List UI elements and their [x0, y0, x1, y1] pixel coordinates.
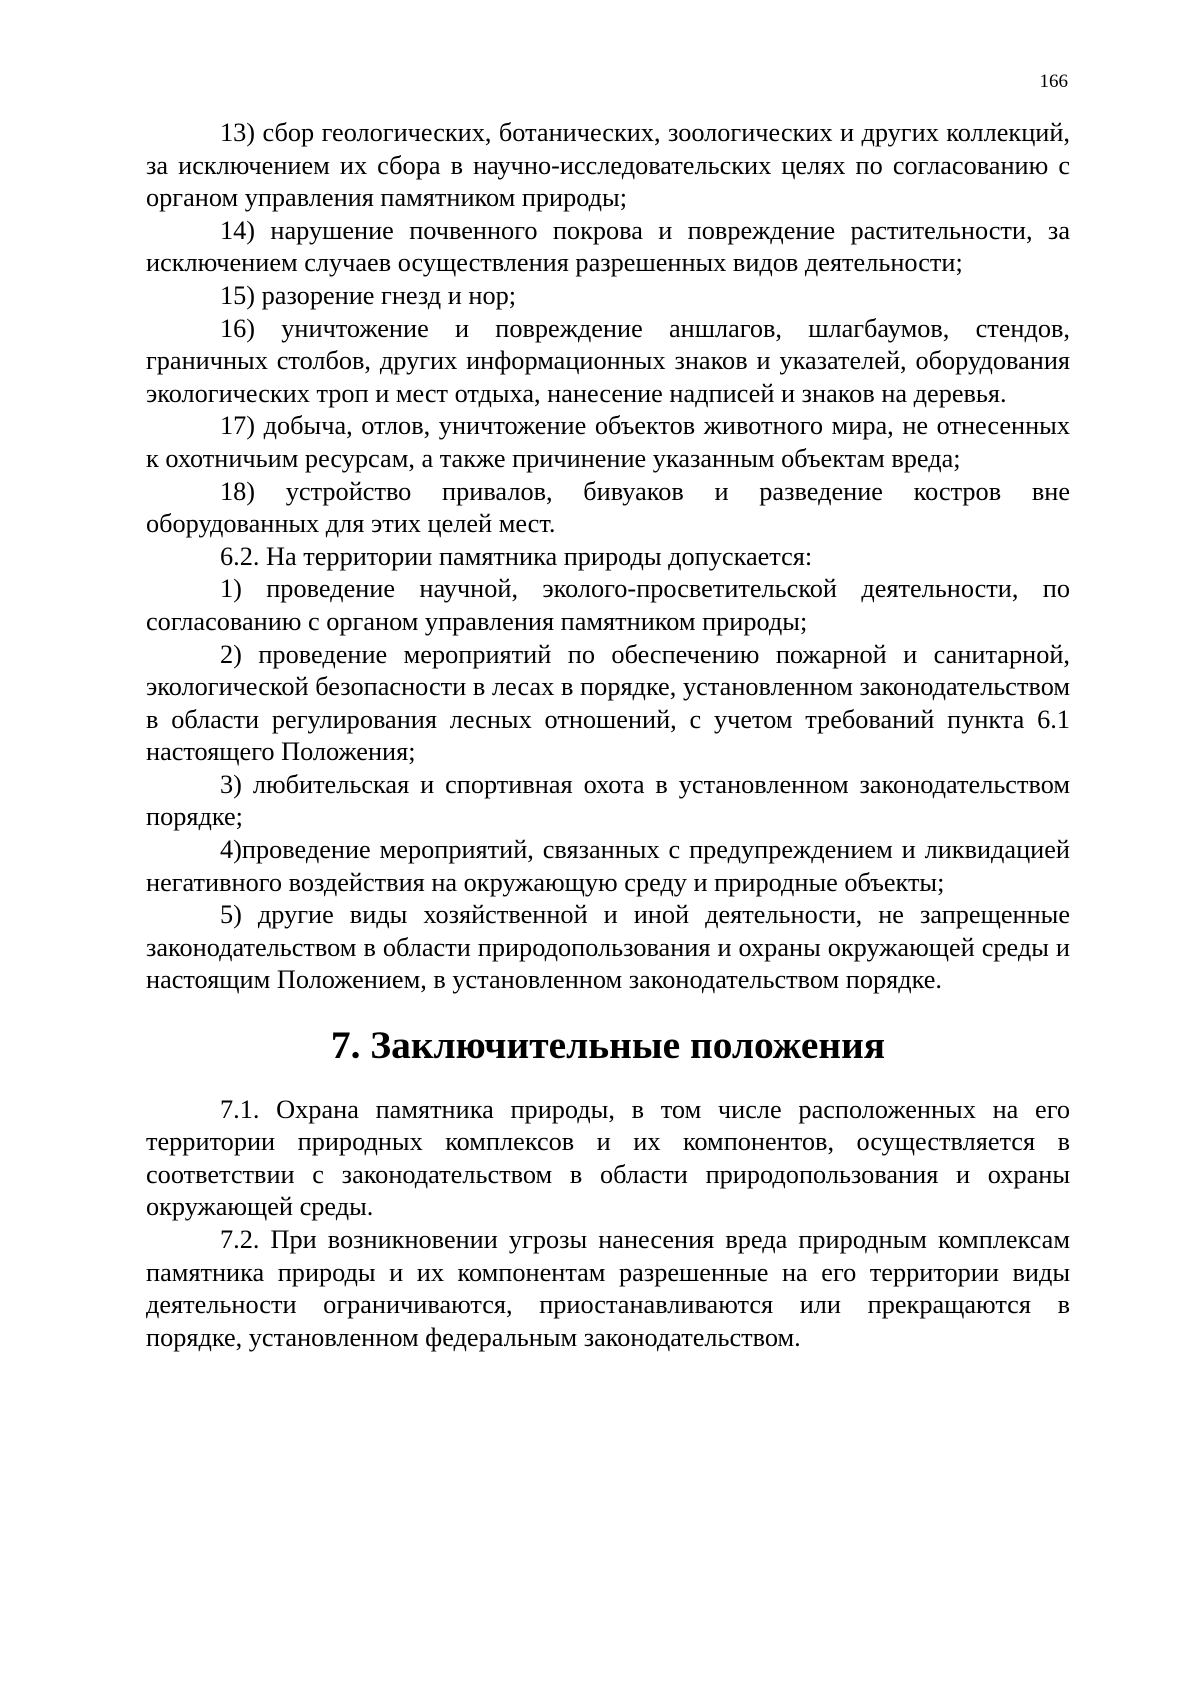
paragraph-allowed-3: 3) любительская и спортивная охота в установленном законодательством порядке; [146, 769, 1070, 832]
paragraph-item-16: 16) уничтожение и повреждение аншлагов, шлагбаумов, стендов, граничных столбов, других информационных знаков и указателей, оборудования экологических троп и мест отдыха, нанесение надписей и знаков на деревья. [146, 313, 1070, 408]
page-number: 166 [1039, 71, 1068, 92]
paragraph-clause-6-2: 6.2. На территории памятника природы допускается: [220, 541, 813, 571]
paragraph-item-18: 18) устройство привалов, бивуаков и разведение костров вне оборудованных для этих целей мест. [146, 476, 1070, 539]
paragraph-allowed-2: 2) проведение мероприятий по обеспечению пожарной и санитарной, экологической безопасности в лесах в порядке, установленном законодательством в области регулирования лесных отношений, с учетом требований пункта 6.1 настоящего Положения; [146, 639, 1070, 767]
paragraph-clause-7-1: 7.1. Охрана памятника природы, в том числе расположенных на его территории природных комплексов и их компонентов, осуществляется в соответствии с законодательством в области природопользования и охраны окружающей среды. [146, 1094, 1070, 1222]
paragraph-allowed-5: 5) другие виды хозяйственной и иной деятельности, не запрещенные законодательством в области природопользования и охраны окружающей среды и настоящим Положением, в установленном законодательством порядке. [146, 900, 1070, 995]
paragraph-item-14: 14) нарушение почвенного покрова и повреждение растительности, за исключением случаев осуществления разрешенных видов деятельности; [146, 215, 1070, 278]
paragraph-item-15: 15) разорение гнезд и нор; [220, 280, 517, 310]
document-body [146, 117, 1070, 1354]
paragraph-clause-7-2: 7.2. При возникновении угрозы нанесения вреда природным комплексам памятника природы и их компонентам разрешенные на его территории виды деятельности ограничиваются, приостанавливаются или прекращаются в порядке, установленном федеральным законодательством. [146, 1225, 1070, 1352]
section-heading: 7. Заключительные положения [330, 1023, 886, 1068]
paragraph-item-17: 17) добыча, отлов, уничтожение объектов животного мира, не отнесенных к охотничьим ресурсам, а также причинение указанным объектам вреда; [146, 411, 1070, 473]
paragraph-item-13: 13) сбор геологических, ботанических, зоологических и других коллекций, за исключением их сбора в научно-исследовательских целях по согласованию с органом управления памятником природы; [146, 118, 1070, 213]
paragraph-allowed-1: 1) проведение научной, эколого-просветительской деятельности, по согласованию с органом управления памятником природы; [146, 574, 1070, 636]
paragraph-allowed-4: 4)проведение мероприятий, связанных с предупреждением и ликвидацией негативного воздействия на окружающую среду и природные объекты; [146, 835, 1070, 897]
